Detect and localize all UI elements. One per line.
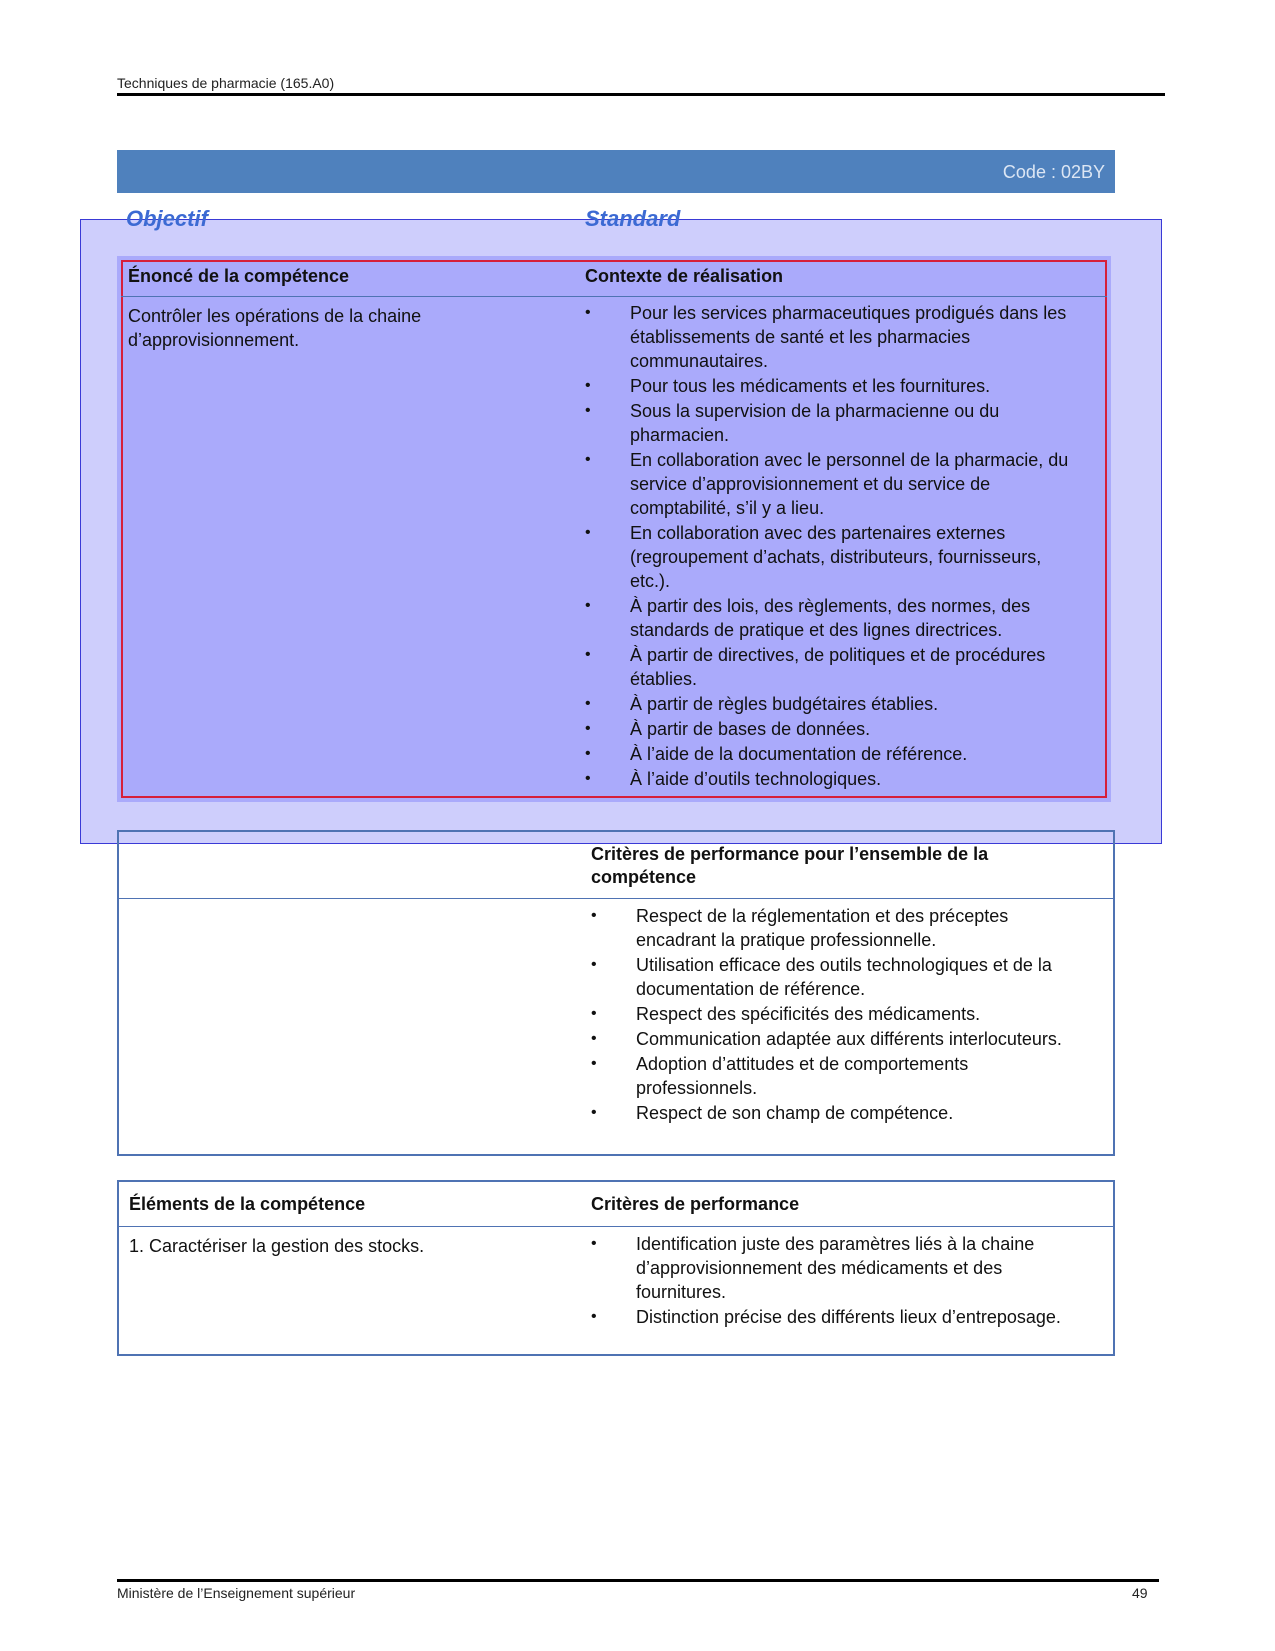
competence-statement: Contrôler les opérations de la chaine d’approvisionnement. (128, 306, 422, 350)
list-item: • En collaboration avec des partenaires externes (regroupement d’achats, distributeurs, fournisseurs, etc.). (585, 521, 1075, 593)
list-item: • À partir de règles budgétaires établies. (585, 692, 1075, 716)
standard-label: Standard (585, 206, 681, 231)
element-item: 1. Caractériser la gestion des stocks. (129, 1236, 425, 1256)
competence-table (117, 256, 1111, 802)
statement-header: Énoncé de la compétence (128, 266, 350, 286)
context-list (585, 301, 1075, 792)
elements-table (117, 1180, 1115, 1356)
list-item: • Distinction précise des différents lieux d’entreposage. (591, 1305, 1081, 1329)
list-item: • Communication adaptée aux différents interlocuteurs. (591, 1027, 1081, 1051)
list-item: • À partir des lois, des règlements, des normes, des standards de pratique et des lignes directrices. (585, 594, 1075, 642)
list-item: • Respect de la réglementation et des préceptes encadrant la pratique professionnelle. (591, 904, 1081, 952)
footer-ministry: Ministère de l’Enseignement supérieur (117, 1585, 356, 1601)
criteria-header: Critères de performance (591, 1194, 800, 1214)
list-item: • À partir de bases de données. (585, 717, 1075, 741)
list-item: • Respect de son champ de compétence. (591, 1101, 1081, 1125)
competency-code: Code : 02BY (1002, 162, 1105, 182)
list-item: • Utilisation efficace des outils technologiques et de la documentation de référence. (591, 953, 1081, 1001)
page-number: 49 (1132, 1585, 1148, 1601)
program-title: Techniques de pharmacie (165.A0) (117, 75, 335, 91)
context-header: Contexte de réalisation (585, 266, 784, 286)
list-item: • À l’aide d’outils technologiques. (585, 767, 1075, 791)
list-item: • Respect des spécificités des médicaments. (591, 1002, 1081, 1026)
code-bar (117, 150, 1115, 193)
elements-header: Éléments de la compétence (129, 1194, 366, 1214)
header-divider (119, 898, 1113, 899)
list-item: • En collaboration avec le personnel de la pharmacie, du service d’approvisionnement et du service de comptabilité, s’il y a lieu. (585, 448, 1075, 520)
list-item: • Adoption d’attitudes et de comportements professionnels. (591, 1052, 1081, 1100)
objectif-label: Objectif (126, 206, 208, 231)
criteria-list (591, 1232, 1081, 1330)
global-criteria-list (591, 904, 1081, 1126)
list-item: • Pour tous les médicaments et les fournitures. (585, 374, 1075, 398)
list-item: • Identification juste des paramètres liés à la chaine d’approvisionnement des médicaments et des fournitures. (591, 1232, 1081, 1304)
global-criteria-header: Critères de performance pour l’ensemble de la compétence (591, 844, 989, 887)
header-divider (121, 296, 1107, 297)
list-item: • À l’aide de la documentation de référence. (585, 742, 1075, 766)
list-item: • À partir de directives, de politiques et de procédures établies. (585, 643, 1075, 691)
page-header (117, 75, 1165, 96)
header-divider (119, 1226, 1113, 1227)
list-item: • Sous la supervision de la pharmacienne ou du pharmacien. (585, 399, 1075, 447)
footer-divider (117, 1579, 1159, 1582)
global-criteria-table (117, 830, 1115, 1156)
list-item: • Pour les services pharmaceutiques prodigués dans les établissements de santé et les pharmacies communautaires. (585, 301, 1075, 373)
